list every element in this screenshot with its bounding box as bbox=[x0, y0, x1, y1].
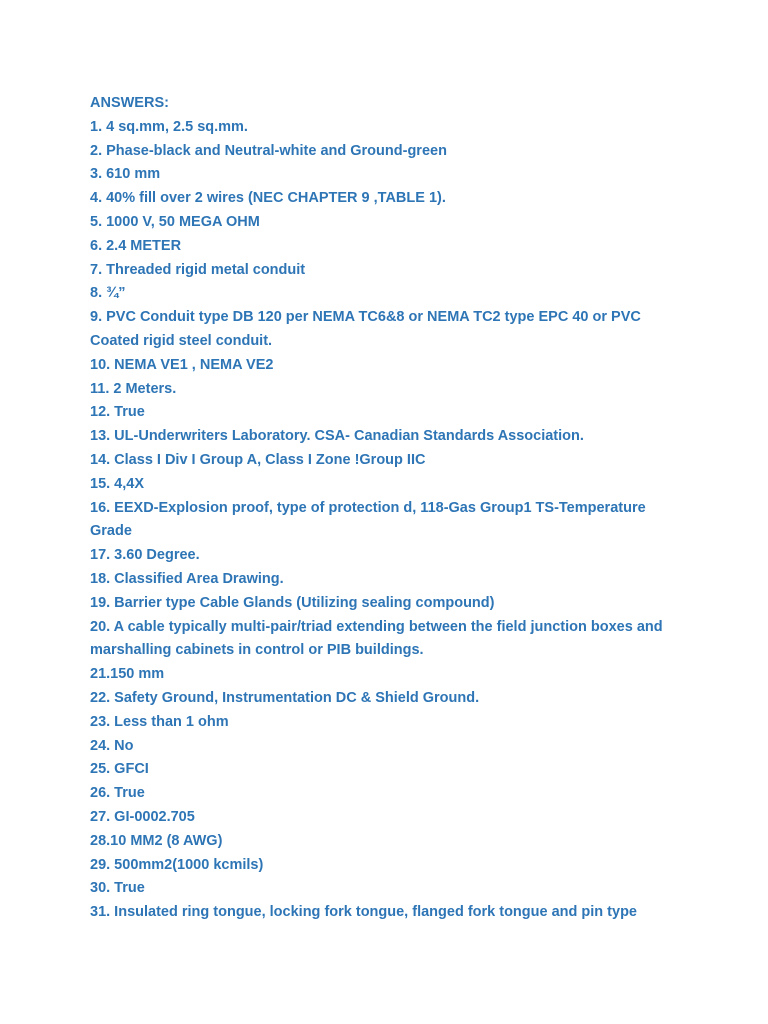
answer-26: 26. True bbox=[90, 785, 145, 802]
answer-13: 13. UL-Underwriters Laboratory. CSA- Canadian Standards Association. bbox=[90, 428, 584, 445]
answers-block bbox=[90, 92, 690, 925]
answer-19: 19. Barrier type Cable Glands (Utilizing sealing compound) bbox=[90, 594, 495, 611]
answer-4: 4. 40% fill over 2 wires (NEC CHAPTER 9 ,TABLE 1). bbox=[90, 190, 446, 207]
answer-12: 12. True bbox=[90, 404, 145, 421]
answer-6: 6. 2.4 METER bbox=[90, 237, 182, 254]
answer-30: 30. True bbox=[90, 880, 145, 897]
answer-20: 20. A cable typically multi-pair/triad extending between the field junction boxes and marshalling cabinets in control or PIB buildings. bbox=[90, 618, 663, 659]
answer-21: 21.150 mm bbox=[90, 666, 165, 683]
answer-14: 14. Class I Div I Group A, Class I Zone !Group IIC bbox=[90, 451, 426, 468]
answer-31: 31. Insulated ring tongue, locking fork tongue, flanged fork tongue and pin type bbox=[90, 904, 637, 921]
answer-18: 18. Classified Area Drawing. bbox=[90, 570, 284, 587]
answer-7: 7. Threaded rigid metal conduit bbox=[90, 261, 306, 278]
answer-11: 11. 2 Meters. bbox=[90, 380, 177, 397]
answer-25: 25. GFCI bbox=[90, 761, 149, 778]
answer-9: 9. PVC Conduit type DB 120 per NEMA TC6&8 or NEMA TC2 type EPC 40 or PVC Coated rigid steel conduit. bbox=[90, 309, 641, 349]
answer-5: 5. 1000 V, 50 MEGA OHM bbox=[90, 213, 260, 230]
answer-1: 1. 4 sq.mm, 2.5 sq.mm. bbox=[90, 118, 248, 135]
answer-15: 15. 4,4X bbox=[90, 475, 145, 492]
answer-24: 24. No bbox=[90, 737, 134, 754]
answer-16: 16. EEXD-Explosion proof, type of protection d, 118-Gas Group1 TS-Temperature Grade bbox=[90, 499, 646, 540]
answer-27: 27. GI-0002.705 bbox=[90, 808, 195, 825]
answer-23: 23. Less than 1 ohm bbox=[90, 713, 229, 730]
answers-heading: ANSWERS: bbox=[90, 95, 169, 111]
answer-22: 22. Safety Ground, Instrumentation DC & Shield Ground. bbox=[90, 689, 480, 706]
answer-29: 29. 500mm2(1000 kcmils) bbox=[90, 856, 264, 873]
answer-3: 3. 610 mm bbox=[90, 166, 161, 183]
answer-28: 28.10 MM2 (8 AWG) bbox=[90, 832, 223, 849]
answer-17: 17. 3.60 Degree. bbox=[90, 547, 200, 564]
answer-8: 8. ¾” bbox=[90, 285, 126, 302]
answer-10: 10. NEMA VE1 , NEMA VE2 bbox=[90, 356, 274, 373]
answer-2: 2. Phase-black and Neutral-white and Ground-green bbox=[90, 142, 447, 159]
